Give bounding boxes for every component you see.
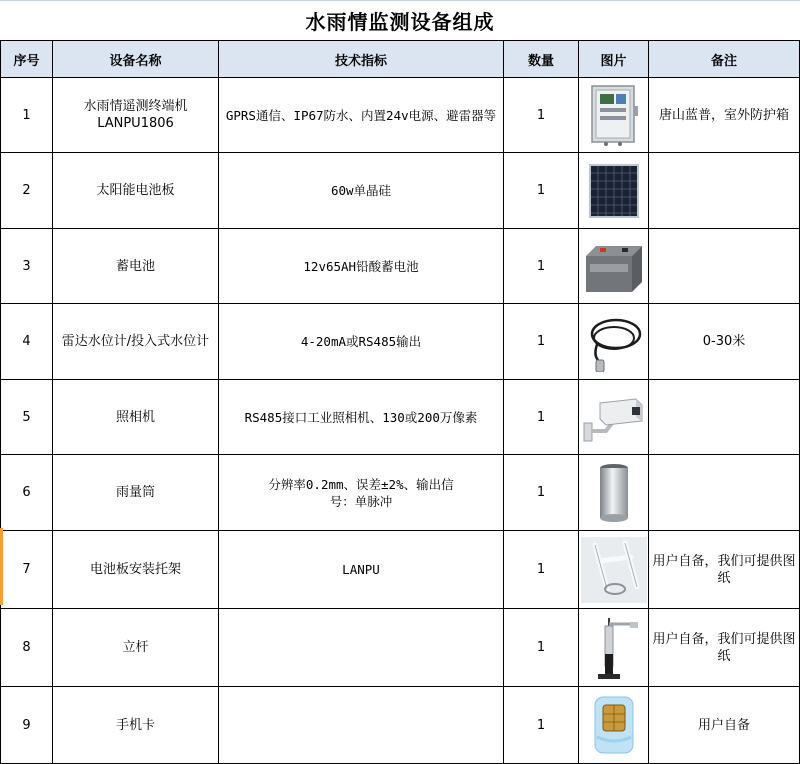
pole-icon <box>584 614 644 682</box>
cell-image[interactable] <box>579 531 649 609</box>
cell-name[interactable]: 雨量筒 <box>53 455 219 531</box>
table-row <box>1 380 800 455</box>
cell-name[interactable]: 雷达水位计/投入式水位计 <box>53 304 219 380</box>
cell-name[interactable]: 水雨情遥测终端机LANPU1806 <box>53 78 219 153</box>
cell-spec[interactable]: 60w单晶硅 <box>219 153 504 229</box>
cell-image[interactable] <box>579 304 649 380</box>
cell-qty[interactable]: 1 <box>504 78 579 153</box>
cell-index[interactable]: 4 <box>1 304 53 380</box>
cell-spec[interactable]: GPRS通信、IP67防水、内置24v电源、避雷器等 <box>219 78 504 153</box>
cell-note[interactable]: 用户自备，我们可提供图纸 <box>649 531 800 609</box>
camera-icon <box>582 389 646 445</box>
cell-index[interactable]: 9 <box>1 687 53 764</box>
cell-note[interactable]: 用户自备，我们可提供图纸 <box>649 609 800 687</box>
cell-qty[interactable]: 1 <box>504 455 579 531</box>
header-name[interactable]: 设备名称 <box>53 41 219 78</box>
cell-qty[interactable]: 1 <box>504 380 579 455</box>
cell-qty[interactable]: 1 <box>504 153 579 229</box>
cell-note[interactable] <box>649 153 800 229</box>
table-title: 水雨情监测设备组成 <box>305 9 495 34</box>
cell-note[interactable] <box>649 380 800 455</box>
header-image[interactable]: 图片 <box>579 41 649 78</box>
cell-image[interactable] <box>579 380 649 455</box>
table-row <box>1 609 800 687</box>
cell-note[interactable]: 唐山蓝普，室外防护箱 <box>649 78 800 153</box>
cell-spec[interactable] <box>219 609 504 687</box>
cell-note[interactable] <box>649 229 800 304</box>
spec-line: 分辨率0.2mm、误差±2%、输出信号：单脉冲 <box>268 476 454 509</box>
cell-spec[interactable]: LANPU <box>219 531 504 609</box>
battery-icon <box>582 238 646 294</box>
cell-name[interactable]: 手机卡 <box>53 687 219 764</box>
table-row <box>1 531 800 609</box>
header-spec[interactable]: 技术指标 <box>219 41 504 78</box>
header-row <box>1 41 800 78</box>
cell-image[interactable] <box>579 153 649 229</box>
cell-image[interactable] <box>579 229 649 304</box>
rain-gauge-icon <box>594 462 634 524</box>
cell-image[interactable] <box>579 455 649 531</box>
cell-qty[interactable]: 1 <box>504 687 579 764</box>
cell-image[interactable] <box>579 687 649 764</box>
cell-spec[interactable]: 4-20mA或RS485输出 <box>219 304 504 380</box>
cell-note[interactable]: 0-30米 <box>649 304 800 380</box>
table-row <box>1 229 800 304</box>
cell-spec[interactable] <box>219 455 504 531</box>
cell-name[interactable]: 照相机 <box>53 380 219 455</box>
cell-spec[interactable]: RS485接口工业照相机、130或200万像素 <box>219 380 504 455</box>
cell-qty[interactable]: 1 <box>504 304 579 380</box>
solar-panel-icon <box>584 161 644 221</box>
cell-name[interactable]: 电池板安装托架 <box>53 531 219 609</box>
cell-name[interactable]: 蓄电池 <box>53 229 219 304</box>
cell-index[interactable]: 7 <box>1 531 53 609</box>
cell-index[interactable]: 5 <box>1 380 53 455</box>
cell-spec[interactable]: 12v65AH铅酸蓄电池 <box>219 229 504 304</box>
header-index[interactable]: 序号 <box>1 41 53 78</box>
equipment-table <box>0 40 800 764</box>
cell-qty[interactable]: 1 <box>504 229 579 304</box>
table-row <box>1 687 800 764</box>
cell-index[interactable]: 2 <box>1 153 53 229</box>
water-level-sensor-icon <box>584 312 644 372</box>
cell-spec[interactable] <box>219 687 504 764</box>
table-row <box>1 78 800 153</box>
cell-image[interactable] <box>579 78 649 153</box>
cell-qty[interactable]: 1 <box>504 609 579 687</box>
cell-index[interactable]: 3 <box>1 229 53 304</box>
table-row <box>1 304 800 380</box>
cell-note[interactable]: 用户自备 <box>649 687 800 764</box>
sim-card-icon <box>589 693 639 757</box>
cell-name[interactable]: 立杆 <box>53 609 219 687</box>
cell-index[interactable]: 8 <box>1 609 53 687</box>
cell-note[interactable] <box>649 455 800 531</box>
cell-index[interactable]: 6 <box>1 455 53 531</box>
cell-qty[interactable]: 1 <box>504 531 579 609</box>
table-row <box>1 455 800 531</box>
selected-row-marker <box>0 528 3 605</box>
control-box-icon <box>586 82 642 148</box>
header-qty[interactable]: 数量 <box>504 41 579 78</box>
header-note[interactable]: 备注 <box>649 41 800 78</box>
cell-image[interactable] <box>579 609 649 687</box>
bracket-icon <box>581 537 647 603</box>
cell-name[interactable]: 太阳能电池板 <box>53 153 219 229</box>
cell-index[interactable]: 1 <box>1 78 53 153</box>
table-row <box>1 153 800 229</box>
